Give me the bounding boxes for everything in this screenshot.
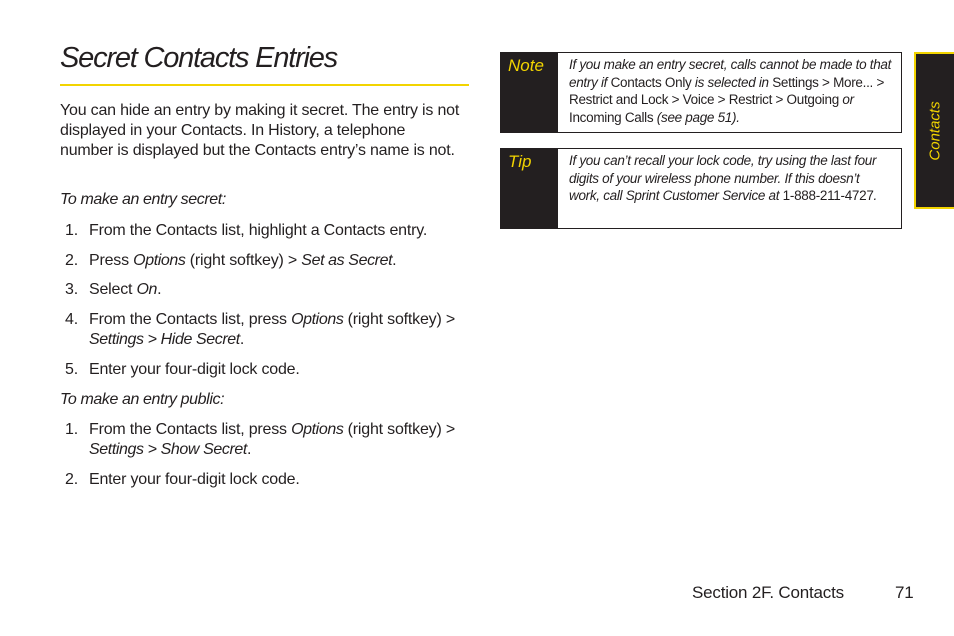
secret-step-4 — [65, 310, 475, 350]
step-text: (right softkey) > — [343, 421, 455, 438]
public-step-2 — [65, 470, 475, 490]
step-number: 3. — [65, 281, 78, 298]
menu-path: Settings > Hide Secret — [89, 331, 240, 348]
step-text: (right softkey) > — [185, 252, 302, 269]
step-text: Enter your four-digit lock code. — [89, 361, 300, 378]
note-box — [500, 52, 902, 133]
public-subheading: To make an entry public: — [60, 391, 225, 408]
secret-subheading: To make an entry secret: — [60, 191, 226, 208]
title-underline — [60, 84, 469, 86]
options-softkey-label: Options — [133, 252, 186, 269]
menu-path: Settings > Show Secret — [89, 441, 247, 458]
menu-path: Set as Secret — [301, 252, 393, 269]
tip-box — [500, 148, 902, 229]
step-text: . — [239, 331, 245, 348]
secret-step-3 — [65, 280, 475, 300]
step-number: 2. — [65, 252, 78, 269]
step-text: . — [246, 441, 252, 458]
step-text: . — [392, 252, 397, 269]
public-step-1 — [65, 420, 475, 460]
tip-text: If you can’t recall your lock code, try using the last four digits of your wireless phone number. If this doesn’t work, call Sprint Customer Service at 1-888-211-4727. — [569, 153, 877, 203]
note-text: If you make an entry secret, calls cannot be made to that entry if Contacts Only is selected in Settings > More... > Restrict and Lock > Voice > Restrict > Outgoing or Incoming Calls (see page 51). — [569, 57, 892, 125]
options-softkey-label: Options — [291, 311, 344, 328]
footer-section-label: Section 2F. Contacts — [692, 583, 844, 602]
options-softkey-label: Options — [291, 421, 344, 438]
step-text: From the Contacts list, press — [89, 421, 292, 438]
step-number: 1. — [65, 222, 78, 239]
step-text: Enter your four-digit lock code. — [89, 471, 300, 488]
secret-step-5 — [65, 360, 475, 380]
step-text: . — [157, 281, 162, 298]
intro-paragraph: You can hide an entry by making it secret. The entry is not displayed in your Contacts. In History, a telephone number is displayed but the Contacts entry’s name is not. — [60, 102, 460, 159]
page-title: Secret Contacts Entries — [60, 42, 338, 74]
step-number: 5. — [65, 361, 78, 378]
step-text: Press — [89, 252, 134, 269]
step-number: 2. — [65, 471, 78, 488]
note-label: Note — [501, 53, 558, 132]
step-text: (right softkey) > — [343, 311, 455, 328]
secret-step-2 — [65, 251, 475, 271]
secret-step-1 — [65, 221, 475, 241]
step-text: From the Contacts list, press — [89, 311, 292, 328]
step-number: 4. — [65, 311, 78, 328]
tip-label: Tip — [501, 149, 558, 228]
step-text: From the Contacts list, highlight a Contacts entry. — [89, 222, 428, 239]
step-text: Select — [89, 281, 137, 298]
side-tab-label: Contacts — [926, 100, 944, 161]
page-number: 71 — [895, 583, 914, 602]
step-number: 1. — [65, 421, 78, 438]
section-side-tab — [914, 52, 954, 209]
option-on-label: On — [136, 281, 158, 298]
phone-number: 1-888-211-4727 — [782, 188, 874, 203]
